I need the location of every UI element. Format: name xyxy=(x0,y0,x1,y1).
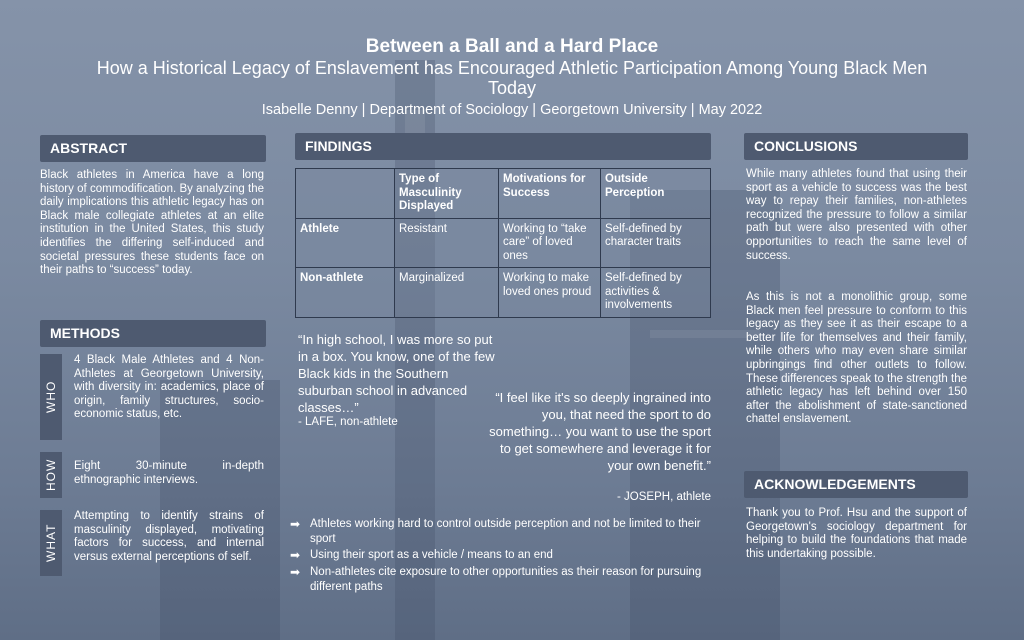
how-text: Eight 30-minute in-depth ethnographic interviews. xyxy=(74,460,264,486)
findings-bullets xyxy=(290,517,720,596)
table-cell: Self-defined by activities & involvements xyxy=(601,268,711,318)
who-text: 4 Black Male Athletes and 4 Non-Athletes at Georgetown University, with diversity in: academics, place of origin, family structures, socio-economic status, etc. xyxy=(74,354,264,421)
methods-heading: METHODS xyxy=(40,320,266,347)
table-row xyxy=(296,218,711,268)
acknowledgements-body: Thank you to Prof. Hsu and the support of Georgetown's sociology department for helping to build the foundations that made this undertaking possible. xyxy=(746,507,967,560)
what-text: Attempting to identify strains of masculinity displayed, motivating factors for success, and internal versus external perceptions of self. xyxy=(74,510,264,563)
table-cell: Non-athlete xyxy=(296,268,395,318)
list-item xyxy=(290,517,720,547)
quote-joseph: “I feel like it's so deeply ingrained into you, that need the sport to do something… you want to use the sport to get somewhere and leverage it for your own benefit.” xyxy=(489,390,711,473)
table-header-cell xyxy=(296,169,395,219)
table-cell: Self-defined by character traits xyxy=(601,218,711,268)
quote-lafe: “In high school, I was more so put in a box. You know, one of the few Black kids in the Southern suburban school in advanced classes…” xyxy=(298,332,495,415)
what-label: WHAT xyxy=(40,510,62,576)
table-header-cell: Type of Masculinity Displayed xyxy=(395,169,499,219)
table-header-cell: Outside Perception xyxy=(601,169,711,219)
who-label: WHO xyxy=(40,354,62,440)
conclusions-heading: CONCLUSIONS xyxy=(744,133,968,160)
background-window xyxy=(650,330,760,338)
findings-table xyxy=(295,168,711,318)
quote-joseph-attribution: - JOSEPH, athlete xyxy=(617,491,711,503)
how-label: HOW xyxy=(40,452,62,498)
abstract-heading: ABSTRACT xyxy=(40,135,266,162)
list-item xyxy=(290,548,720,563)
poster-title: Between a Ball and a Hard Place xyxy=(365,36,659,57)
table-cell: Athlete xyxy=(296,218,395,268)
acknowledgements-heading: ACKNOWLEDGEMENTS xyxy=(744,471,968,498)
arrow-right-icon: ➡ xyxy=(290,548,301,563)
table-header-cell: Motivations for Success xyxy=(499,169,601,219)
arrow-right-icon: ➡ xyxy=(290,564,301,579)
bullet-text: Non-athletes cite exposure to other opportunities as their reason for pursuing different paths xyxy=(310,565,702,593)
table-cell: Working to make loved ones proud xyxy=(499,268,601,318)
bullet-text: Using their sport as a vehicle / means to an end xyxy=(310,549,553,562)
poster-subtitle: How a Historical Legacy of Enslavement has Encouraged Athletic Participation Among Young Black Men Today xyxy=(96,58,928,98)
conclusions-paragraph-2: As this is not a monolithic group, some Black men feel pressure to conform to this legacy as they see it as their escape to a better life for themselves and their family, while others who may even share similar upbringings find other outlets to follow. These differences speak to the strength the athletic legacy has left behind over 150 after the abolishment of state-sanctioned chattel enslavement. xyxy=(746,291,967,426)
table-header-row xyxy=(296,169,711,219)
author-line: Isabelle Denny | Department of Sociology | Georgetown University | May 2022 xyxy=(261,102,763,118)
table-cell: Resistant xyxy=(395,218,499,268)
arrow-right-icon: ➡ xyxy=(290,517,301,531)
quote-lafe-attribution: - LAFE, non-athlete xyxy=(298,416,398,428)
bullet-text: Athletes working hard to control outside perception and not be limited to their sport xyxy=(310,518,701,546)
abstract-body: Black athletes in America have a long history of commodification. By analyzing the daily implications this athletic legacy has on Black male collegiate athletes at an elite institution in the United States, this study identifies the differing self-induced and societal pressures these students face on their paths to “success” today. xyxy=(40,169,264,277)
poster-header xyxy=(0,36,1024,120)
findings-heading: FINDINGS xyxy=(295,133,711,160)
table-cell: Marginalized xyxy=(395,268,499,318)
conclusions-paragraph-1: While many athletes found that using their sport as a vehicle to success was the best way to repay their families, non-athletes recognized the pressure to follow a similar path but were also presented with other opportunities to reach the same level of success. xyxy=(746,168,967,262)
list-item xyxy=(290,565,720,595)
table-cell: Working to “take care” of loved ones xyxy=(499,218,601,268)
table-row xyxy=(296,268,711,318)
